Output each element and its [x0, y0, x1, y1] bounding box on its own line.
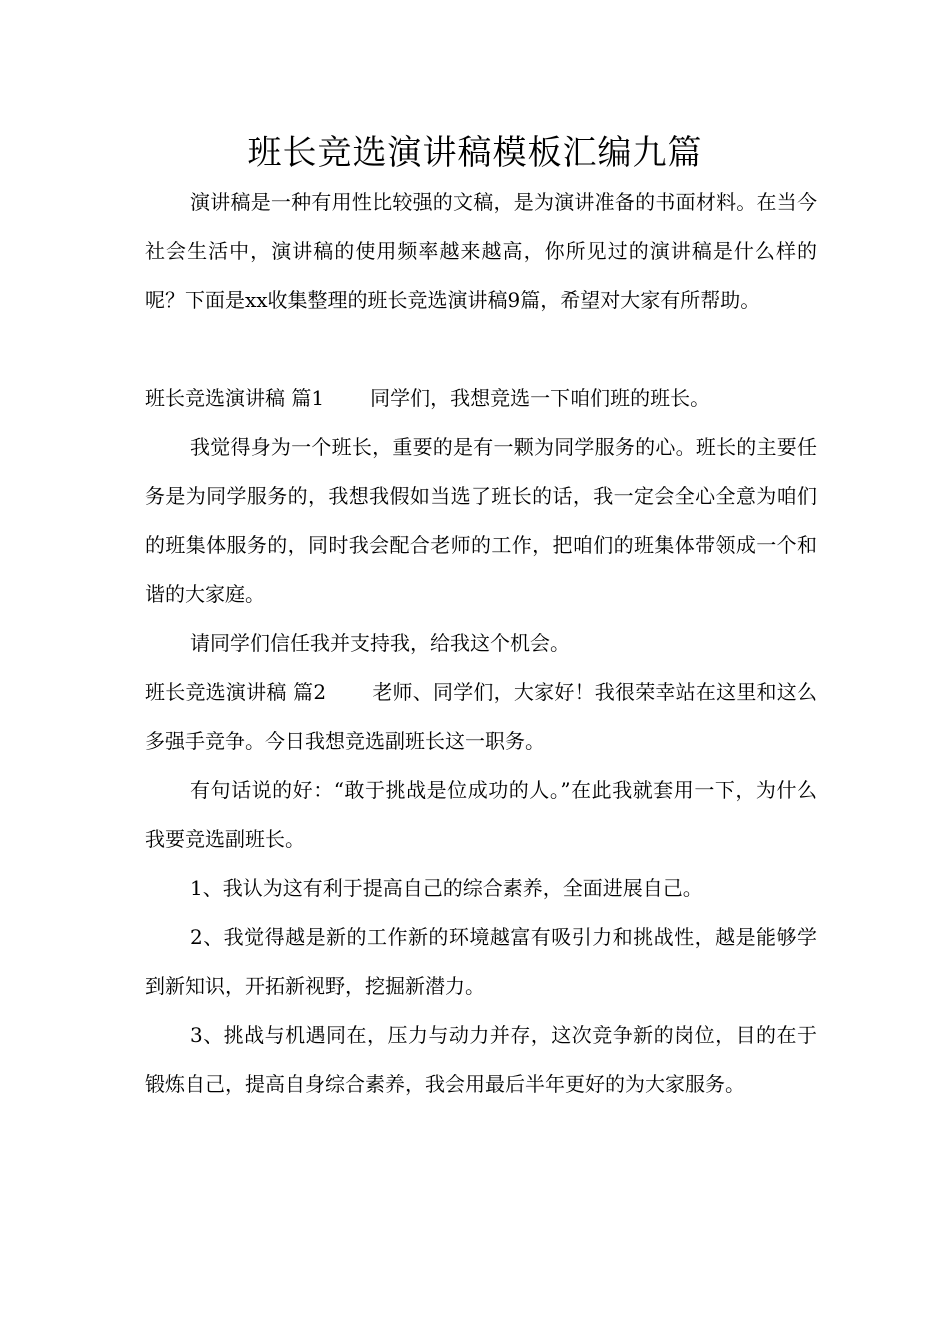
section-2-opening: 老师、同学们，大家好！我很荣幸站在这里和这么多强手竞争。今日我想竞选副班长这一职务。 [145, 680, 817, 753]
section-2-heading: 班长竞选演讲稿 篇2 [145, 680, 327, 704]
section-1-heading: 班长竞选演讲稿 篇1 [145, 386, 325, 410]
section-2-paragraph: 有句话说的好：“敢于挑战是位成功的人。”在此我就套用一下，为什么我要竞选副班长。 [145, 778, 817, 851]
section-2-paragraph: 3、挑战与机遇同在，压力与动力并存，这次竞争新的岗位，目的在于锻炼自己，提高自身综合素养，我会用最后半年更好的为大家服务。 [145, 1023, 817, 1096]
document-body [145, 178, 817, 1109]
section-2-paragraph: 2、我觉得越是新的工作新的环境越富有吸引力和挑战性，越是能够学到新知识，开拓新视野，挖掘新潜力。 [145, 925, 817, 998]
section-1-opening: 同学们，我想竞选一下咱们班的班长。 [370, 386, 711, 410]
section-2-paragraph: 1、我认为这有利于提高自己的综合素养，全面进展自己。 [190, 876, 703, 900]
blank-line [145, 325, 817, 374]
section-1-heading-line [145, 374, 817, 423]
section-2-heading-line [145, 668, 817, 766]
document-title: 班长竞选演讲稿模板汇编九篇 [247, 133, 703, 173]
section-1-paragraph: 我觉得身为一个班长，重要的是有一颗为同学服务的心。班长的主要任务是为同学服务的，我想我假如当选了班长的话，我一定会全心全意为咱们的班集体服务的，同时我会配合老师的工作，把咱们的班集体带领成一个和谐的大家庭。 [145, 435, 817, 606]
section-1-paragraph: 请同学们信任我并支持我，给我这个机会。 [190, 631, 570, 655]
intro-paragraph: 演讲稿是一种有用性比较强的文稿，是为演讲准备的书面材料。在当今社会生活中，演讲稿的使用频率越来越高，你所见过的演讲稿是什么样的呢？下面是xx收集整理的班长竞选演讲稿9篇，希望对大家有所帮助。 [145, 190, 817, 312]
